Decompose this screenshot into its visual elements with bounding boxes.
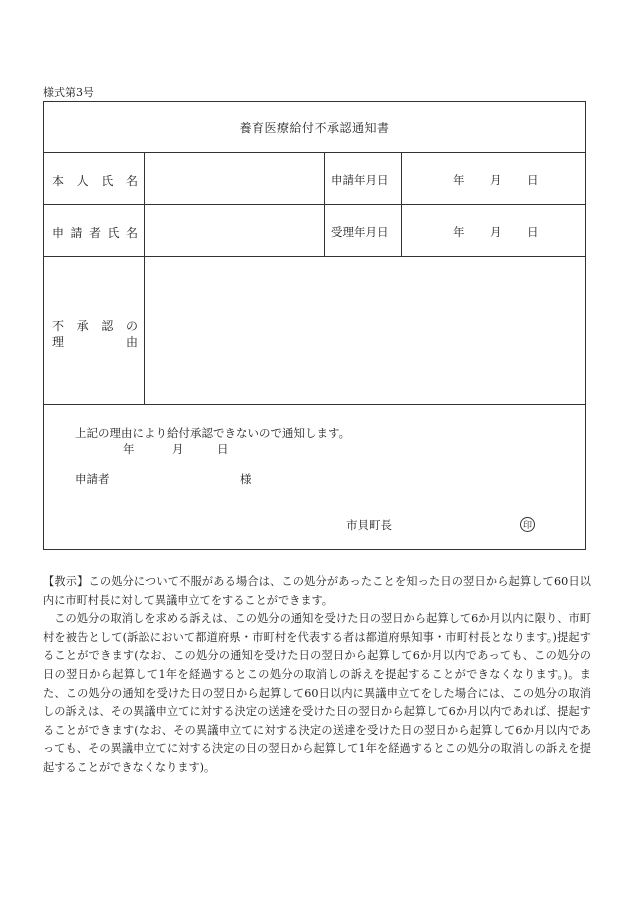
instruction-paragraph-1: この処分について不服がある場合は、この処分があったことを知った日の翌日から起算して60日以内に市町村長に対して異議申立てをすることができます。: [43, 575, 591, 607]
instruction-heading: 【教示】: [43, 575, 89, 588]
divider: [324, 152, 325, 256]
receipt-day: 日: [527, 225, 539, 239]
reason-field[interactable]: [145, 257, 586, 403]
reason-label-line1: 不 承 認 の: [52, 319, 138, 333]
divider: [44, 404, 585, 405]
application-day: 日: [527, 173, 539, 187]
receipt-date-label: 受理年月日: [331, 225, 389, 239]
application-year: 年: [453, 173, 465, 187]
receipt-month: 月: [490, 225, 502, 239]
form-number: 様式第3号: [43, 86, 94, 99]
person-name-label: 本 人 氏 名: [52, 174, 138, 188]
applicant-name-label: 申 請 者 氏 名: [52, 226, 138, 240]
notice-day: 日: [217, 442, 229, 456]
application-month: 月: [490, 173, 502, 187]
notice-text: 上記の理由により給付承認できないので通知します。: [75, 426, 351, 440]
notice-year: 年: [123, 442, 135, 456]
reason-label-line2: 理 由: [52, 335, 138, 349]
application-date-label: 申請年月日: [331, 173, 389, 187]
person-name-field[interactable]: [145, 153, 323, 203]
applicant-name-field[interactable]: [145, 205, 323, 255]
notice-month: 月: [172, 442, 184, 456]
applicant-label: 申請者: [75, 472, 110, 486]
divider: [401, 152, 402, 256]
seal-icon: 印: [520, 517, 535, 532]
honorific: 様: [240, 472, 252, 486]
issuer-name: 市貝町長: [346, 518, 392, 532]
instruction-paragraph-2: この処分の取消しを求める訴えは、この処分の通知を受けた日の翌日から起算して6か月以内に限り、市町村を被告として(訴訟において都道府県・市町村を代表する者は都道府県知事・市町村長となります。)提起することができます(なお、この処分の通知を受けた日の翌日から起算して6か月以内であっても、この処分の日の翌日から起算して1年を経過するとこの処分の取消しの訴えを提起することができなくなります。)。また、この処分の通知を受けた日の翌日から起算して60日以内に異議申立てをした場合には、この処分の取消しの訴えは、その異議申立てに対する決定の送達を受けた日の翌日から起算して6か月以内であれば、提起することができます(なお、その異議申立てに対する決定の送達を受けた日の翌日から起算して6か月以内であっても、その異議申立てに対する決定の日の翌日から起算して1年を経過するとこの処分の取消しの訴えを提起することができなくなります)。: [43, 612, 591, 774]
instruction-block: [43, 573, 591, 778]
form-title: 養育医療給付不承認通知書: [239, 120, 390, 135]
form-table: [43, 101, 586, 550]
receipt-year: 年: [453, 225, 465, 239]
